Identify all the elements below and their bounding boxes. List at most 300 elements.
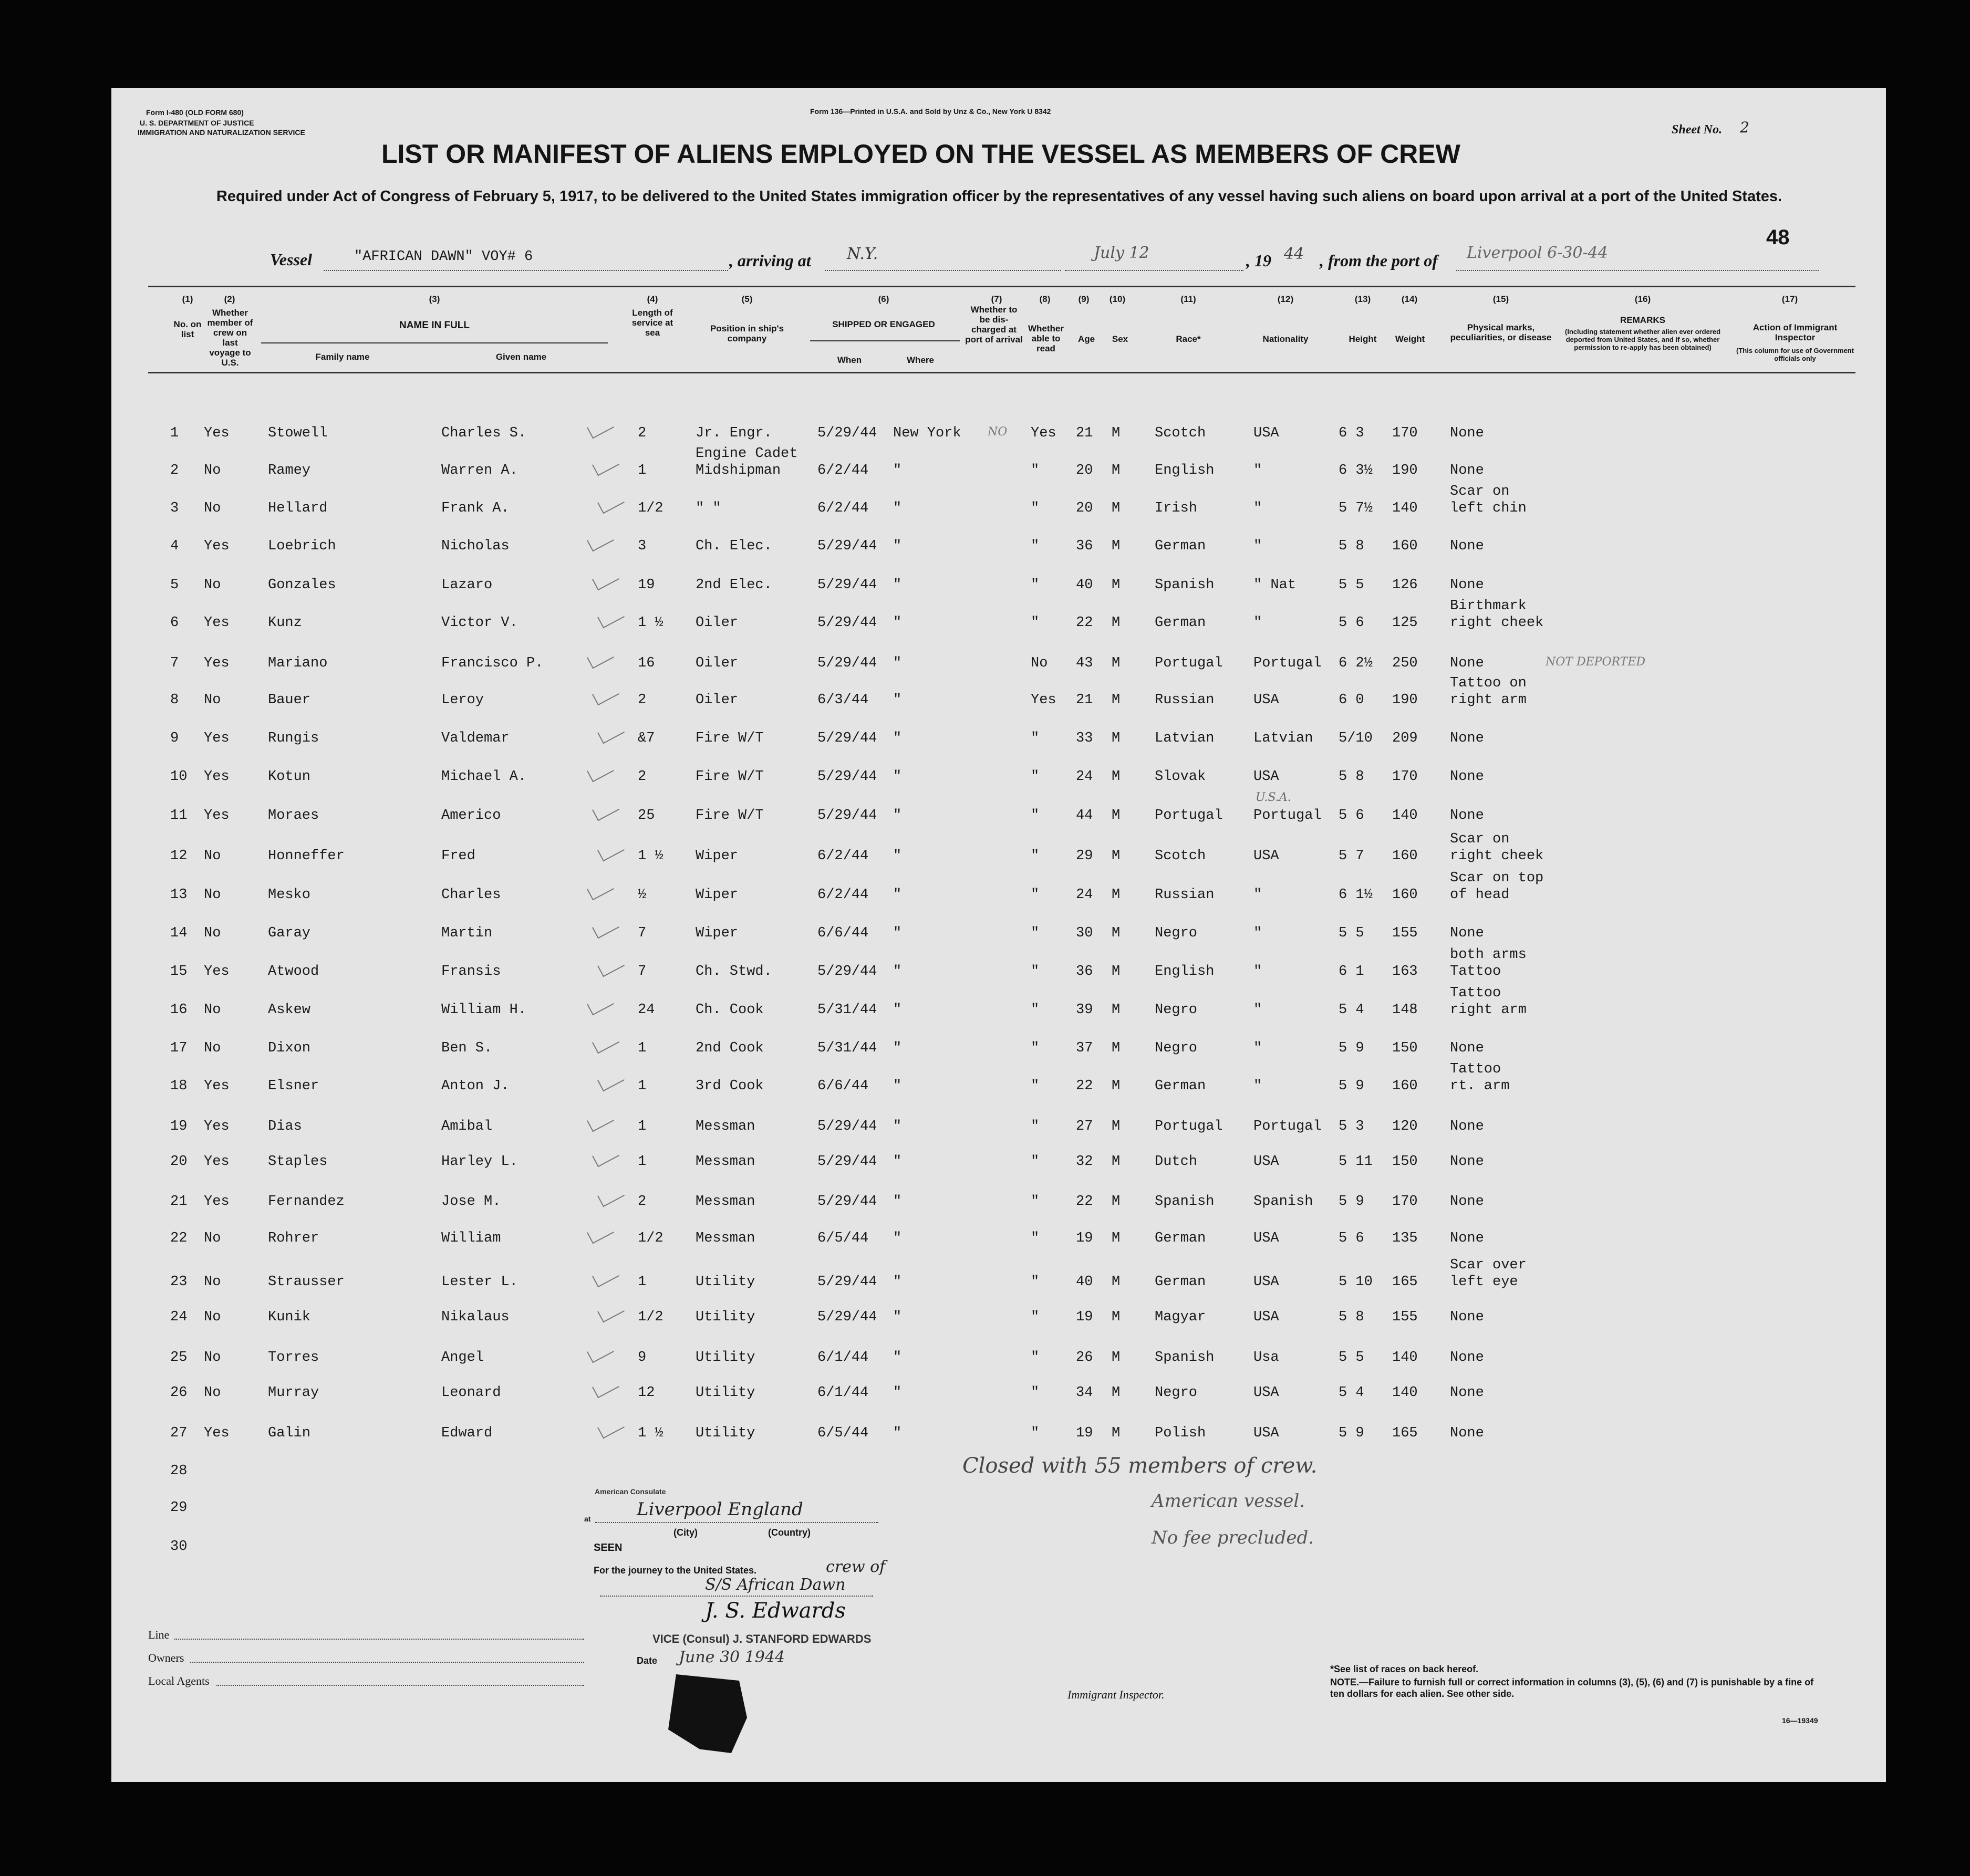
cell-height: 5 6 (1339, 808, 1364, 824)
header-remarks-note: (Including statement whether alien ever ordered deported from United States, and if so, whether permission to re-apply has been obtained) (1564, 328, 1721, 351)
cell-nationality: USA (1253, 769, 1279, 785)
cell-height: 5/10 (1339, 731, 1373, 746)
header-when: When (837, 355, 862, 365)
cell-weight: 120 (1392, 1119, 1418, 1134)
cell-shipped-when: 5/29/44 (817, 1194, 877, 1210)
cell-race: Negro (1155, 1002, 1198, 1018)
check-mark (587, 647, 614, 669)
cell-age: 24 (1076, 887, 1093, 903)
check-mark (592, 1145, 619, 1168)
cell-race: Russian (1155, 692, 1215, 708)
cell-weight: 170 (1392, 425, 1418, 441)
cell-position: Oiler (696, 615, 739, 631)
cell-family-name: Dixon (268, 1040, 311, 1056)
cell-sex: M (1112, 925, 1121, 941)
cell-race: Scotch (1155, 848, 1206, 864)
cell-given-name: Lazaro (441, 577, 493, 593)
cell-family-name: Fernandez (268, 1194, 345, 1210)
cell-height: 5 7½ (1339, 501, 1373, 516)
cell-length-of-service: 12 (638, 1385, 655, 1401)
check-mark (592, 568, 619, 591)
check-mark (592, 1376, 619, 1399)
cell-given-name: Anton J. (441, 1078, 510, 1094)
cell-row-number: 8 (170, 692, 179, 708)
header-weight: Weight (1395, 334, 1425, 344)
cell-sex: M (1112, 1350, 1121, 1366)
cell-shipped-when: 5/29/44 (817, 425, 877, 441)
cell-length-of-service: 7 (638, 964, 647, 979)
year-prefix: , 19 (1246, 251, 1271, 270)
cell-able-to-read: " (1031, 1425, 1040, 1441)
cell-able-to-read: " (1031, 887, 1040, 903)
cell-shipped-where: " (893, 1119, 902, 1134)
consul-signature: J. S. Edwards (705, 1599, 846, 1623)
cell-height: 5 8 (1339, 538, 1364, 554)
cell-shipped-where: " (893, 1002, 902, 1018)
cell-physical-marks: right cheek (1450, 848, 1544, 864)
check-mark (587, 760, 614, 783)
cell-row-number: 15 (170, 964, 188, 979)
cell-weight: 148 (1392, 1002, 1418, 1018)
cell-nationality: " (1253, 964, 1262, 979)
cell-shipped-where: " (893, 769, 902, 785)
cell-physical-marks-above: Tattoo (1450, 1061, 1501, 1077)
cell-nationality: " (1253, 887, 1262, 903)
cell-sex: M (1112, 425, 1121, 441)
cell-race: English (1155, 964, 1215, 979)
cell-row-number: 25 (170, 1350, 188, 1366)
cell-physical-marks: right cheek (1450, 615, 1544, 631)
cell-height: 5 4 (1339, 1385, 1364, 1401)
cell-able-to-read: " (1031, 463, 1040, 478)
cell-weight: 140 (1392, 1385, 1418, 1401)
cell-weight: 150 (1392, 1154, 1418, 1170)
cell-shipped-when: 5/29/44 (817, 964, 877, 979)
cell-weight: 160 (1392, 887, 1418, 903)
owners-label: Owners (148, 1651, 184, 1664)
cell-age: 19 (1076, 1309, 1093, 1325)
cell-height: 5 8 (1339, 769, 1364, 785)
cell-able-to-read: " (1031, 925, 1040, 941)
cell-height: 5 8 (1339, 1309, 1364, 1325)
cell-family-name: Atwood (268, 964, 319, 979)
col-num-15: (15) (1492, 294, 1509, 304)
col-num-3: (3) (429, 294, 440, 304)
cell-position: Wiper (696, 925, 739, 941)
cell-age: 19 (1076, 1425, 1093, 1441)
cell-member-last-voyage: No (204, 1350, 221, 1366)
cell-sex: M (1112, 655, 1121, 671)
cell-length-of-service: 1/2 (638, 1309, 663, 1325)
cell-shipped-when: 5/29/44 (817, 1154, 877, 1170)
cell-length-of-service: 1/2 (638, 501, 663, 516)
inspector-note-3: No fee precluded. (1152, 1527, 1314, 1548)
cell-given-name: Harley L. (441, 1154, 518, 1170)
header-race: Race* (1176, 334, 1201, 344)
header-age: Age (1077, 334, 1095, 344)
vessel-name: "AFRICAN DAWN" VOY# 6 (354, 249, 533, 265)
cell-physical-marks: None (1450, 769, 1484, 785)
cell-family-name: Kunik (268, 1309, 311, 1325)
cell-position: Utility (696, 1309, 755, 1325)
check-mark (597, 1185, 625, 1207)
cell-family-name: Mariano (268, 655, 328, 671)
cell-physical-marks: None (1450, 1385, 1484, 1401)
cell-family-name: Dias (268, 1119, 302, 1134)
cell-height: 6 3 (1339, 425, 1364, 441)
cell-able-to-read: " (1031, 1231, 1040, 1246)
cell-given-name: Michael A. (441, 769, 527, 785)
cell-physical-marks: None (1450, 1119, 1484, 1134)
cell-length-of-service: 16 (638, 655, 655, 671)
cell-shipped-where: " (893, 1078, 902, 1094)
printer-line: Form 136—Printed in U.S.A. and Sold by Unz & Co., New York U 8342 (810, 107, 1051, 116)
cell-nationality: USA (1253, 1309, 1279, 1325)
check-mark (592, 916, 619, 939)
cell-length-of-service: 1 (638, 463, 647, 478)
cell-race: Dutch (1155, 1154, 1198, 1170)
cell-given-name: Ben S. (441, 1040, 493, 1056)
cell-shipped-where: " (893, 1350, 902, 1366)
cell-member-last-voyage: Yes (204, 1078, 230, 1094)
cell-physical-marks: None (1450, 1154, 1484, 1170)
cell-member-last-voyage: Yes (204, 538, 230, 554)
cell-length-of-service: 2 (638, 425, 647, 441)
header-position: Position in ship's company (710, 324, 784, 343)
cell-given-name: Valdemar (441, 731, 510, 746)
cell-physical-marks-above: Birthmark (1450, 598, 1527, 614)
cell-height: 6 1½ (1339, 887, 1373, 903)
cell-member-last-voyage: Yes (204, 1154, 230, 1170)
cell-sex: M (1112, 887, 1121, 903)
cell-able-to-read: " (1031, 1154, 1040, 1170)
cell-able-to-read: " (1031, 731, 1040, 746)
col-num-9: (9) (1078, 294, 1090, 304)
cell-race: Scotch (1155, 425, 1206, 441)
cell-sex: M (1112, 1194, 1121, 1210)
cell-position: 2nd Cook (696, 1040, 764, 1056)
col-num-12: (12) (1277, 294, 1294, 304)
cell-sex: M (1112, 1385, 1121, 1401)
cell-shipped-where: " (893, 1231, 902, 1246)
cell-physical-marks-above: Tattoo on (1450, 675, 1527, 691)
cell-age: 22 (1076, 615, 1093, 631)
cell-age: 33 (1076, 731, 1093, 746)
col-num-13: (13) (1354, 294, 1371, 304)
sheet-label: Sheet No. (1672, 123, 1722, 137)
cell-height: 5 7 (1339, 848, 1364, 864)
check-mark (587, 1341, 614, 1363)
cell-sex: M (1112, 692, 1121, 708)
cell-shipped-where: " (893, 731, 902, 746)
cell-row-number: 18 (170, 1078, 188, 1094)
cell-position: Fire W/T (696, 769, 764, 785)
cell-position: Messman (696, 1194, 755, 1210)
cell-weight: 125 (1392, 615, 1418, 631)
cell-weight: 170 (1392, 769, 1418, 785)
inspector-note-2: American vessel. (1152, 1491, 1305, 1512)
cell-given-name: Warren A. (441, 463, 518, 478)
consulate-label: American Consulate (595, 1487, 666, 1496)
cell-given-name: Nikalaus (441, 1309, 510, 1325)
cell-able-to-read: " (1031, 1119, 1040, 1134)
header-where: Where (907, 355, 934, 365)
cell-race: Negro (1155, 925, 1198, 941)
cell-sex: M (1112, 463, 1121, 478)
cell-length-of-service: 1 (638, 1274, 647, 1290)
header-given-name: Given name (495, 352, 547, 362)
check-mark (587, 1110, 614, 1132)
cell-position: Wiper (696, 887, 739, 903)
cell-sex: M (1112, 1154, 1121, 1170)
cell-member-last-voyage: No (204, 463, 221, 478)
cell-length-of-service: 2 (638, 692, 647, 708)
consular-date-label: Date (637, 1655, 658, 1666)
cell-able-to-read: " (1031, 1040, 1040, 1056)
cell-physical-marks: left chin (1450, 501, 1527, 516)
cell-family-name: Kunz (268, 615, 302, 631)
cell-row-number: 12 (170, 848, 188, 864)
header-whether-member: Whether member of crew on last voyage to U.S. (207, 308, 253, 368)
cell-member-last-voyage: No (204, 1040, 221, 1056)
cell-able-to-read: Yes (1031, 425, 1056, 441)
sheet-number: 2 (1740, 119, 1749, 136)
cell-physical-marks: right arm (1450, 1002, 1527, 1018)
journey-value: crew of (826, 1558, 886, 1576)
cell-nationality: " (1253, 1078, 1262, 1094)
cell-physical-marks: None (1450, 808, 1484, 824)
cell-race: Spanish (1155, 577, 1215, 593)
cell-able-to-read: " (1031, 577, 1040, 593)
cell-able-to-read: " (1031, 1350, 1040, 1366)
cell-shipped-where: " (893, 501, 902, 516)
cell-nationality: " (1253, 1040, 1262, 1056)
cell-given-name: Americo (441, 808, 501, 824)
consul-officer: VICE (Consul) J. STANFORD EDWARDS (652, 1632, 872, 1645)
col-num-4: (4) (647, 294, 658, 304)
cell-position: Ch. Cook (696, 1002, 764, 1018)
country-label: (Country) (768, 1527, 811, 1538)
cell-given-name: Victor V. (441, 615, 518, 631)
cell-race: Russian (1155, 887, 1215, 903)
cell-able-to-read: " (1031, 1078, 1040, 1094)
cell-member-last-voyage: No (204, 848, 221, 864)
arrival-date: July 12 (1094, 244, 1149, 262)
cell-age: 21 (1076, 425, 1093, 441)
cell-nationality: USA (1253, 1385, 1279, 1401)
redaction-mark (668, 1674, 747, 1753)
cell-weight: 170 (1392, 1194, 1418, 1210)
cell-shipped-when: 5/29/44 (817, 577, 877, 593)
cell-row-number: 24 (170, 1309, 188, 1325)
cell-weight: 209 (1392, 731, 1418, 746)
cell-sex: M (1112, 577, 1121, 593)
cell-weight: 160 (1392, 538, 1418, 554)
cell-family-name: Torres (268, 1350, 319, 1366)
cell-race: Magyar (1155, 1309, 1206, 1325)
page-number: 48 (1766, 226, 1790, 249)
cell-position: Messman (696, 1119, 755, 1134)
consulate-city: Liverpool England (637, 1499, 803, 1520)
cell-member-last-voyage: Yes (204, 1425, 230, 1441)
journey-label: For the journey to the United States. (594, 1565, 757, 1576)
cell-row-number: 6 (170, 615, 179, 631)
cell-height: 5 3 (1339, 1119, 1364, 1134)
cell-nationality: USA (1253, 692, 1279, 708)
consulate-at: at (584, 1515, 591, 1523)
form-id: Form I-480 (OLD FORM 680) (146, 108, 244, 117)
cell-shipped-where: " (893, 1194, 902, 1210)
cell-race: German (1155, 538, 1206, 554)
cell-shipped-where: " (893, 463, 902, 478)
cell-member-last-voyage: No (204, 887, 221, 903)
form-subtitle: Required under Act of Congress of February 5, 1917, to be delivered to the United States immigration officer by the representatives of any vessel having such aliens on board upon arrival at a port of the United States. (216, 188, 1782, 205)
cell-family-name: Kotun (268, 769, 311, 785)
cell-member-last-voyage: No (204, 1002, 221, 1018)
cell-age: 44 (1076, 808, 1093, 824)
cell-member-last-voyage: No (204, 1231, 221, 1246)
cell-nationality: Portugal (1253, 655, 1322, 671)
cell-weight: 135 (1392, 1231, 1418, 1246)
cell-sex: M (1112, 615, 1121, 631)
cell-family-name: Honneffer (268, 848, 345, 864)
cell-given-name: Amibal (441, 1119, 493, 1134)
check-mark (587, 416, 614, 439)
header-remarks: REMARKS (1620, 315, 1665, 325)
cell-row-number: 16 (170, 1002, 188, 1018)
header-sex: Sex (1112, 334, 1128, 344)
cell-physical-marks-above: Scar on (1450, 484, 1510, 499)
cell-physical-marks: None (1450, 1194, 1484, 1210)
line-label: Line (148, 1628, 170, 1641)
cell-given-name: Leroy (441, 692, 484, 708)
cell-shipped-when: 6/5/44 (817, 1231, 869, 1246)
cell-row-number: 9 (170, 731, 179, 746)
cell-length-of-service: 1 (638, 1154, 647, 1170)
cell-sex: M (1112, 1274, 1121, 1290)
cell-able-to-read: " (1031, 501, 1040, 516)
cell-physical-marks: None (1450, 1231, 1484, 1246)
consular-vessel: S/S African Dawn (705, 1576, 846, 1594)
cell-family-name: Bauer (268, 692, 311, 708)
cell-position: Ch. Elec. (696, 538, 772, 554)
fine-note: NOTE.—Failure to furnish full or correct information in columns (3), (5), (6) and (7) is punishable by a fine of ten dollars for each alien. See other side. (1330, 1677, 1814, 1699)
cell-nationality: " (1253, 538, 1262, 554)
cell-family-name: Garay (268, 925, 311, 941)
cell-able-to-read: " (1031, 1385, 1040, 1401)
cell-member-last-voyage: No (204, 501, 221, 516)
cell-shipped-where: " (893, 1309, 902, 1325)
check-mark (592, 799, 619, 821)
cell-race: Portugal (1155, 1119, 1223, 1134)
cell-given-name: William (441, 1231, 501, 1246)
cell-sex: M (1112, 731, 1121, 746)
cell-family-name: Strausser (268, 1274, 345, 1290)
cell-position: Midshipman (696, 463, 781, 478)
cell-height: 5 4 (1339, 1002, 1364, 1018)
cell-race: Latvian (1155, 731, 1215, 746)
cell-length-of-service: &7 (638, 731, 655, 746)
cell-nationality: Portugal (1253, 808, 1322, 824)
cell-age: 34 (1076, 1385, 1093, 1401)
cell-race: German (1155, 1274, 1206, 1290)
cell-row-number: 3 (170, 501, 179, 516)
cell-shipped-where: " (893, 808, 902, 824)
cell-weight: 150 (1392, 1040, 1418, 1056)
cell-given-name: William H. (441, 1002, 527, 1018)
inspector-note-1: Closed with 55 members of crew. (962, 1454, 1318, 1478)
cell-able-to-read: " (1031, 1274, 1040, 1290)
check-mark (597, 1416, 625, 1439)
check-mark (592, 1265, 619, 1288)
col-num-7: (7) (991, 294, 1002, 304)
cell-shipped-when: 6/2/44 (817, 463, 869, 478)
cell-nationality: " (1253, 1002, 1262, 1018)
col-num-11: (11) (1180, 294, 1196, 304)
check-mark (597, 1069, 625, 1092)
cell-age: 26 (1076, 1350, 1093, 1366)
cell-height: 5 5 (1339, 925, 1364, 941)
cell-physical-marks: None (1450, 538, 1484, 554)
cell-row-number: 28 (170, 1463, 188, 1479)
cell-position: Utility (696, 1425, 755, 1441)
cell-position: Fire W/T (696, 731, 764, 746)
cell-given-name: Charles S. (441, 425, 527, 441)
cell-length-of-service: 1 (638, 1040, 647, 1056)
cell-row-number: 22 (170, 1231, 188, 1246)
cell-able-to-read: " (1031, 1002, 1040, 1018)
cell-shipped-when: 6/2/44 (817, 848, 869, 864)
cell-given-name: Nicholas (441, 538, 510, 554)
header-length-service: Length of service at sea (631, 308, 673, 338)
cell-shipped-when: 5/29/44 (817, 731, 877, 746)
cell-physical-marks: right arm (1450, 692, 1527, 708)
cell-row-number: 29 (170, 1500, 188, 1516)
city-label: (City) (673, 1527, 698, 1538)
cell-family-name: Rohrer (268, 1231, 319, 1246)
cell-shipped-where: " (893, 1385, 902, 1401)
cell-race: Irish (1155, 501, 1198, 516)
cell-weight: 140 (1392, 808, 1418, 824)
cell-age: 30 (1076, 925, 1093, 941)
col-num-1: (1) (182, 294, 193, 304)
cell-length-of-service: 2 (638, 1194, 647, 1210)
cell-race: German (1155, 1078, 1206, 1094)
cell-family-name: Ramey (268, 463, 311, 478)
form-title: LIST OR MANIFEST OF ALIENS EMPLOYED ON THE VESSEL AS MEMBERS OF CREW (381, 139, 1460, 169)
cell-position: Utility (696, 1385, 755, 1401)
header-no-on-list: No. on list (173, 319, 202, 339)
check-mark (587, 529, 614, 552)
cell-family-name: Elsner (268, 1078, 319, 1094)
cell-age: 19 (1076, 1231, 1093, 1246)
cell-nationality: USA (1253, 848, 1279, 864)
cell-age: 20 (1076, 463, 1093, 478)
check-mark (587, 1222, 614, 1244)
cell-shipped-where: " (893, 925, 902, 941)
cell-able-to-read: " (1031, 1194, 1040, 1210)
cell-family-name: Hellard (268, 501, 328, 516)
col-num-16: (16) (1634, 294, 1651, 304)
cell-given-name: Charles (441, 887, 501, 903)
cell-height: 5 5 (1339, 577, 1364, 593)
cell-row-number: 14 (170, 925, 188, 941)
cell-shipped-where: New York (893, 425, 961, 441)
cell-row-number: 19 (170, 1119, 188, 1134)
cell-age: 22 (1076, 1194, 1093, 1210)
cell-weight: 140 (1392, 501, 1418, 516)
cell-position: Jr. Engr. (696, 425, 772, 441)
